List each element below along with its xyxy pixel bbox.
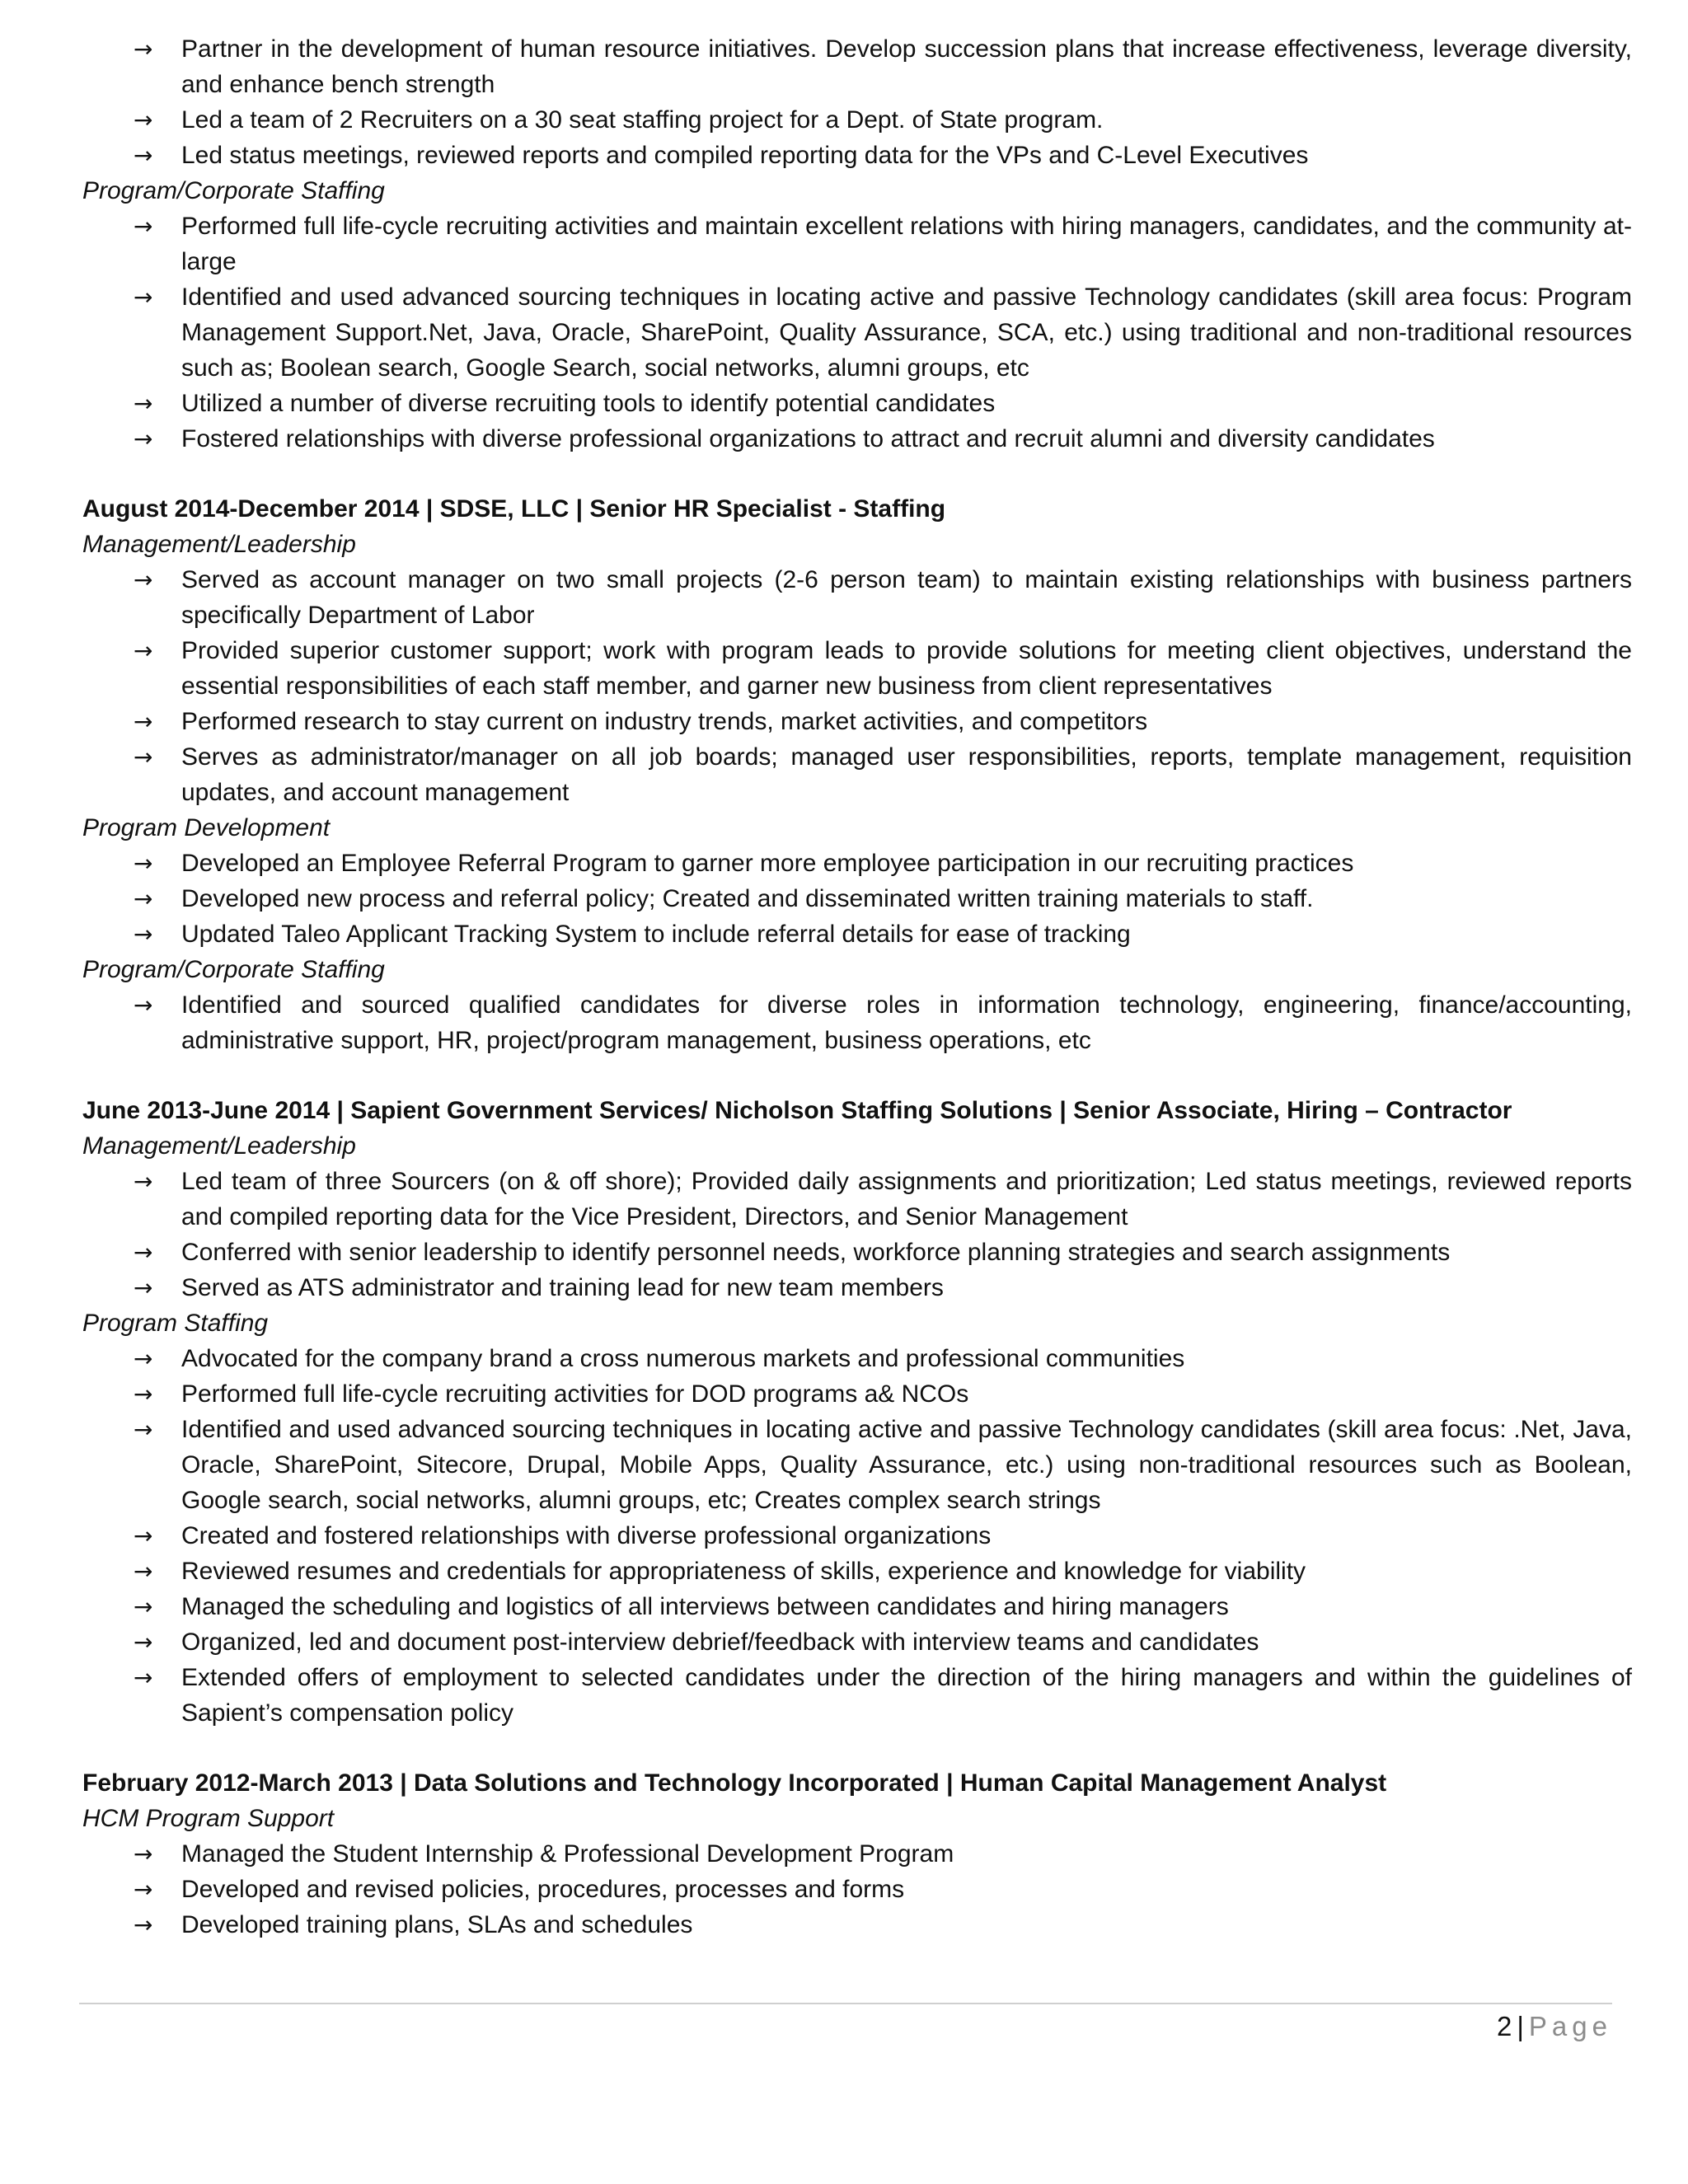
bullet-text: Advocated for the company brand a cross numerous markets and professional communities <box>181 1345 1185 1372</box>
arrow-icon: → <box>134 1522 153 1549</box>
bullet-item <box>82 704 1632 739</box>
arrow-icon: → <box>134 566 153 593</box>
bullet-text: Identified and sourced qualified candidates for diverse roles in information technology, engineering, finance/accounting, administrative support, HR, project/program management, business operations, etc <box>181 991 1632 1054</box>
bullet-item <box>82 1518 1632 1554</box>
bullet-text: Identified and used advanced sourcing techniques in locating active and passive Technology candidates (skill area focus: Program Management Support.Net, Java, Oracle, SharePoint, Quality Assurance, SCA, etc.) using traditional and non-traditional resources such as; Boolean search, Google Search, social networks, alumni groups, etc <box>181 284 1632 382</box>
bullet-item <box>82 881 1632 916</box>
bullet-text: Reviewed resumes and credentials for appropriateness of skills, experience and knowledge for viability <box>181 1558 1306 1585</box>
footer-divider <box>79 2003 1612 2004</box>
page-number: 2 <box>1496 2011 1512 2041</box>
bullet-item <box>82 1270 1632 1305</box>
bullet-item <box>82 279 1632 386</box>
arrow-icon: → <box>134 35 153 63</box>
bullet-item <box>82 1341 1632 1376</box>
arrow-icon: → <box>134 1558 153 1585</box>
bullet-text: Serves as administrator/manager on all job boards; managed user responsibilities, reports, template management, requisition updates, and account management <box>181 743 1632 806</box>
bullet-text: Led a team of 2 Recruiters on a 30 seat staffing project for a Dept. of State program. <box>181 106 1104 134</box>
arrow-icon: → <box>134 390 153 417</box>
bullet-item <box>82 1164 1632 1235</box>
page-footer <box>1497 2011 1612 2042</box>
bullet-text: Managed the Student Internship & Professional Development Program <box>181 1840 954 1868</box>
bullet-text: Developed training plans, SLAs and schedules <box>181 1911 693 1938</box>
bullet-text: Developed an Employee Referral Program to garner more employee participation in our recruiting practices <box>181 850 1354 877</box>
bullet-text: Created and fostered relationships with diverse professional organizations <box>181 1522 992 1549</box>
bullet-item <box>82 209 1632 279</box>
bullet-text: Updated Taleo Applicant Tracking System to include referral details for ease of tracking <box>181 921 1131 948</box>
section-subheading: Program Staffing <box>82 1310 269 1337</box>
bullet-item <box>82 31 1632 102</box>
arrow-icon: → <box>134 1876 153 1903</box>
bullet-text: Served as ATS administrator and training lead for new team members <box>181 1274 944 1301</box>
section-subheading: Program/Corporate Staffing <box>82 177 385 204</box>
bullet-text: Developed and revised policies, procedures, processes and forms <box>181 1876 905 1903</box>
bullet-text: Extended offers of employment to selected candidates under the direction of the hiring managers and within the guidelines of Sapient’s compensation policy <box>181 1664 1632 1727</box>
arrow-icon: → <box>134 1840 153 1868</box>
bullet-item <box>82 1235 1632 1270</box>
bullet-text: Performed research to stay current on industry trends, market activities, and competitors <box>181 708 1148 735</box>
bullet-item <box>82 739 1632 810</box>
bullet-text: Partner in the development of human resource initiatives. Develop succession plans that increase effectiveness, leverage diversity, and enhance bench strength <box>181 35 1632 98</box>
bullet-item <box>82 562 1632 633</box>
bullet-text: Identified and used advanced sourcing techniques in locating active and passive Technology candidates (skill area focus: .Net, Java, Oracle, SharePoint, Sitecore, Drupal, Mobile Apps, Quality Assurance, etc.) using non-traditional resources such as Boolean, Google search, social networks, alumni groups, etc; Creates complex search strings <box>181 1416 1632 1514</box>
bullet-item <box>82 1907 1632 1943</box>
bullet-text: Performed full life-cycle recruiting activities for DOD programs a& NCOs <box>181 1380 969 1408</box>
bullet-item <box>82 1554 1632 1589</box>
arrow-icon: → <box>134 142 153 169</box>
section-subheading: HCM Program Support <box>82 1805 335 1832</box>
bullet-text: Developed new process and referral policy; Created and disseminated written training materials to staff. <box>181 885 1314 912</box>
bullet-item <box>82 1376 1632 1412</box>
arrow-icon: → <box>134 1911 153 1938</box>
bullet-item <box>82 633 1632 704</box>
arrow-icon: → <box>134 1239 153 1266</box>
bullet-text: Performed full life-cycle recruiting activities and maintain excellent relations with hiring managers, candidates, and the community at-large <box>181 213 1632 275</box>
section-subheading: Management/Leadership <box>82 531 356 558</box>
bullet-item <box>82 1660 1632 1731</box>
arrow-icon: → <box>134 991 153 1019</box>
section-subheading: Program Development <box>82 814 331 841</box>
bullet-text: Fostered relationships with diverse professional organizations to attract and recruit alumni and diversity candidates <box>181 425 1435 452</box>
arrow-icon: → <box>134 921 153 948</box>
arrow-icon: → <box>134 1664 153 1691</box>
bullet-text: Led team of three Sourcers (on & off shore); Provided daily assignments and prioritization; Led status meetings, reviewed reports and compiled reporting data for the Vice President, Directors, and Senior Management <box>181 1168 1632 1230</box>
bullet-item <box>82 138 1632 173</box>
bullet-item <box>82 1872 1632 1907</box>
section-subheading: Program/Corporate Staffing <box>82 956 385 983</box>
footer-separator: | <box>1517 2011 1524 2041</box>
arrow-icon: → <box>134 708 153 735</box>
bullet-text: Conferred with senior leadership to identify personnel needs, workforce planning strategies and search assignments <box>181 1239 1451 1266</box>
bullet-item <box>82 1836 1632 1872</box>
arrow-icon: → <box>134 1593 153 1620</box>
bullet-item <box>82 916 1632 952</box>
bullet-item <box>82 1412 1632 1518</box>
arrow-icon: → <box>134 1629 153 1656</box>
arrow-icon: → <box>134 284 153 311</box>
bullet-text: Led status meetings, reviewed reports and compiled reporting data for the VPs and C-Level Executives <box>181 142 1309 169</box>
arrow-icon: → <box>134 743 153 771</box>
arrow-icon: → <box>134 1274 153 1301</box>
arrow-icon: → <box>134 213 153 240</box>
bullet-item <box>82 102 1632 138</box>
arrow-icon: → <box>134 885 153 912</box>
job-heading: June 2013-June 2014 | Sapient Government Services/ Nicholson Staffing Solutions | Senior Associate, Hiring – Contractor <box>82 1097 1512 1124</box>
bullet-item <box>82 987 1632 1058</box>
bullet-text: Organized, led and document post-interview debrief/feedback with interview teams and candidates <box>181 1629 1259 1656</box>
bullet-item <box>82 1589 1632 1624</box>
bullet-text: Managed the scheduling and logistics of all interviews between candidates and hiring managers <box>181 1593 1229 1620</box>
job-heading: August 2014-December 2014 | SDSE, LLC | Senior HR Specialist - Staffing <box>82 495 946 523</box>
arrow-icon: → <box>134 1168 153 1195</box>
bullet-text: Utilized a number of diverse recruiting tools to identify potential candidates <box>181 390 996 417</box>
arrow-icon: → <box>134 1416 153 1443</box>
arrow-icon: → <box>134 106 153 134</box>
arrow-icon: → <box>134 850 153 877</box>
bullet-item <box>82 1624 1632 1660</box>
bullet-item <box>82 421 1632 457</box>
arrow-icon: → <box>134 1345 153 1372</box>
section-subheading: Management/Leadership <box>82 1132 356 1160</box>
arrow-icon: → <box>134 1380 153 1408</box>
bullet-text: Served as account manager on two small projects (2-6 person team) to maintain existing relationships with business partners specifically Department of Labor <box>181 566 1632 629</box>
bullet-item <box>82 846 1632 881</box>
resume-content <box>82 31 1632 1943</box>
job-heading: February 2012-March 2013 | Data Solutions and Technology Incorporated | Human Capital Management Analyst <box>82 1769 1387 1797</box>
arrow-icon: → <box>134 637 153 664</box>
page-label: Page <box>1528 2011 1612 2041</box>
arrow-icon: → <box>134 425 153 452</box>
bullet-text: Provided superior customer support; work with program leads to provide solutions for meeting client objectives, understand the essential responsibilities of each staff member, and garner new business from client representatives <box>181 637 1632 700</box>
bullet-item <box>82 386 1632 421</box>
